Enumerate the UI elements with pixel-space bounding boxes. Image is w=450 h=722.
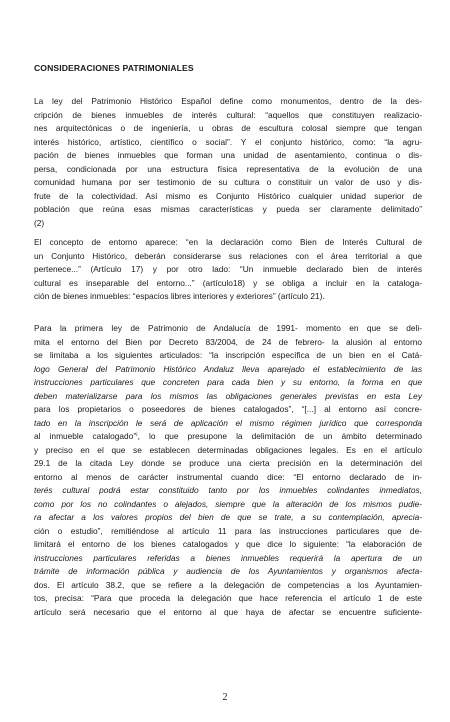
text-line: frute de la colectividad. Así mismo es Conjunto Histórico cualquier unidad superior de bbox=[34, 190, 422, 201]
text-line: y preciso en el que se establecen determinadas obligaciones legales. Es en el artículo bbox=[34, 444, 422, 455]
text-line: cultural es inseparable del entorno...” (artículo18) y se obliga a incluir en la cataloga- bbox=[34, 277, 422, 288]
text-line: terés cultural podrá estar constituido tanto por los inmuebles colindantes inmediatos, bbox=[34, 485, 422, 495]
text-line: comunidad humana por ser testimonio de su cultura o constituir un valor de uso y dis- bbox=[34, 177, 422, 187]
text-line: nes arquitectónicas o de ingeniería, u obras de escultura colosal siempre que tengan bbox=[34, 123, 422, 133]
text-line: mita el entorno del Bien por Decreto 83/2004, de 24 de febrero- la alusión al entorno bbox=[34, 336, 422, 347]
text-line: artículo será necesario que el entorno al que haya de afectar se encuentre suficiente- bbox=[34, 606, 422, 617]
text-line: tos, precisa: “Para que proceda la delegación que hace referencia el artículo 1 de este bbox=[34, 593, 422, 603]
text-line: trámite de información pública y audiencia de los Ayuntamientos y organismos afecta- bbox=[34, 566, 422, 576]
text-line: ra afectar a los valores propios del bien de que se trate, a su contemplación, aprecia- bbox=[34, 512, 422, 522]
text-line: instrucciones particulares que concreten para cada bien y su entorno, la forma en que bbox=[34, 377, 422, 387]
text-line: como por los no colindantes o alejados, siempre que la alteración de los mismos pudie- bbox=[34, 498, 422, 509]
text-line: pertenece...” (Artículo 17) y por otro lado: “Un inmueble declarado bien de interés bbox=[34, 264, 422, 274]
text-line: se limitaba a los siguientes articulados: “la inscripción específica de un bien en el Catá- bbox=[34, 350, 422, 360]
text-line: ción de bienes inmuebles: “espacios libres interiores y exteriores” (artículo 21). bbox=[34, 291, 325, 301]
paragraph-3 bbox=[34, 322, 422, 619]
text-line: (2) bbox=[34, 217, 45, 228]
page-number: 2 bbox=[222, 692, 228, 703]
text-line: instrucciones particulares referidas a bienes inmuebles requerirá la apertura de un bbox=[34, 552, 422, 563]
paragraph-2 bbox=[34, 236, 422, 304]
text-line: pación de bienes inmuebles que forman una unidad de asentamiento, continua o dis- bbox=[34, 150, 422, 160]
text-line: Para la primera ley de Patrimonio de Andalucía de 1991- momento en que se deli- bbox=[34, 323, 422, 333]
text-line: cripción de bienes inmuebles de interés cultural: “aquellos que constituyen realizacio- bbox=[34, 109, 422, 120]
text-line: población que reúna esas mismas características y pueda ser claramente delimitado” bbox=[34, 204, 422, 214]
text-line: limitará el entorno de los bienes catalogados y que dice lo siguiente: “la elaboración de bbox=[34, 539, 422, 549]
text-line: al inmueble catalogado”ⁱ, lo que presupone la delimitación de un ámbito determinado bbox=[34, 431, 422, 441]
text-line: persa, condicionada por una estructura física representativa de la evolución de una bbox=[34, 163, 422, 174]
text-line: logo General del Patrimonio Histórico Andaluz lleva aparejado el establecimiento de las bbox=[34, 363, 422, 374]
text-line: 29.1 de la citada Ley donde se produce una cierta precisión en la determinación del bbox=[34, 458, 422, 468]
section-heading: CONSIDERACIONES PATRIMONIALES bbox=[34, 63, 194, 73]
text-line: dos. El artículo 38.2, que se refiere a la delegación de competencias a los Ayuntamien- bbox=[34, 579, 422, 590]
text-line: La ley del Patrimonio Histórico Español define como monumentos, dentro de la des- bbox=[34, 96, 422, 106]
text-line: para los propietarios o poseedores de bienes catalogados”, “[...] al entorno así concre- bbox=[34, 404, 422, 414]
text-line: ción o estudio”, remitiéndose al artículo 11 para las instrucciones particulares que de- bbox=[34, 525, 422, 536]
paragraph-1 bbox=[34, 95, 422, 230]
text-line: un Conjunto Histórico, deberán considerarse sus relaciones con el área territorial a que bbox=[34, 250, 422, 261]
text-line: interés histórico, artístico, científico o social”. Y el conjunto histórico, como: “la agru- bbox=[34, 136, 422, 147]
text-line: El concepto de entorno aparece: “en la declaración como Bien de Interés Cultural de bbox=[34, 237, 422, 247]
text-line: entorno al menos de carácter instrumental cuando dice: “El entorno declarado de in- bbox=[34, 471, 422, 482]
text-line: deben materializarse para los mismos las obligaciones generales previstas en esta Ley bbox=[34, 390, 422, 401]
text-line: tado en la inscripción le será de aplicación el mismo régimen jurídico que corresponda bbox=[34, 417, 422, 428]
